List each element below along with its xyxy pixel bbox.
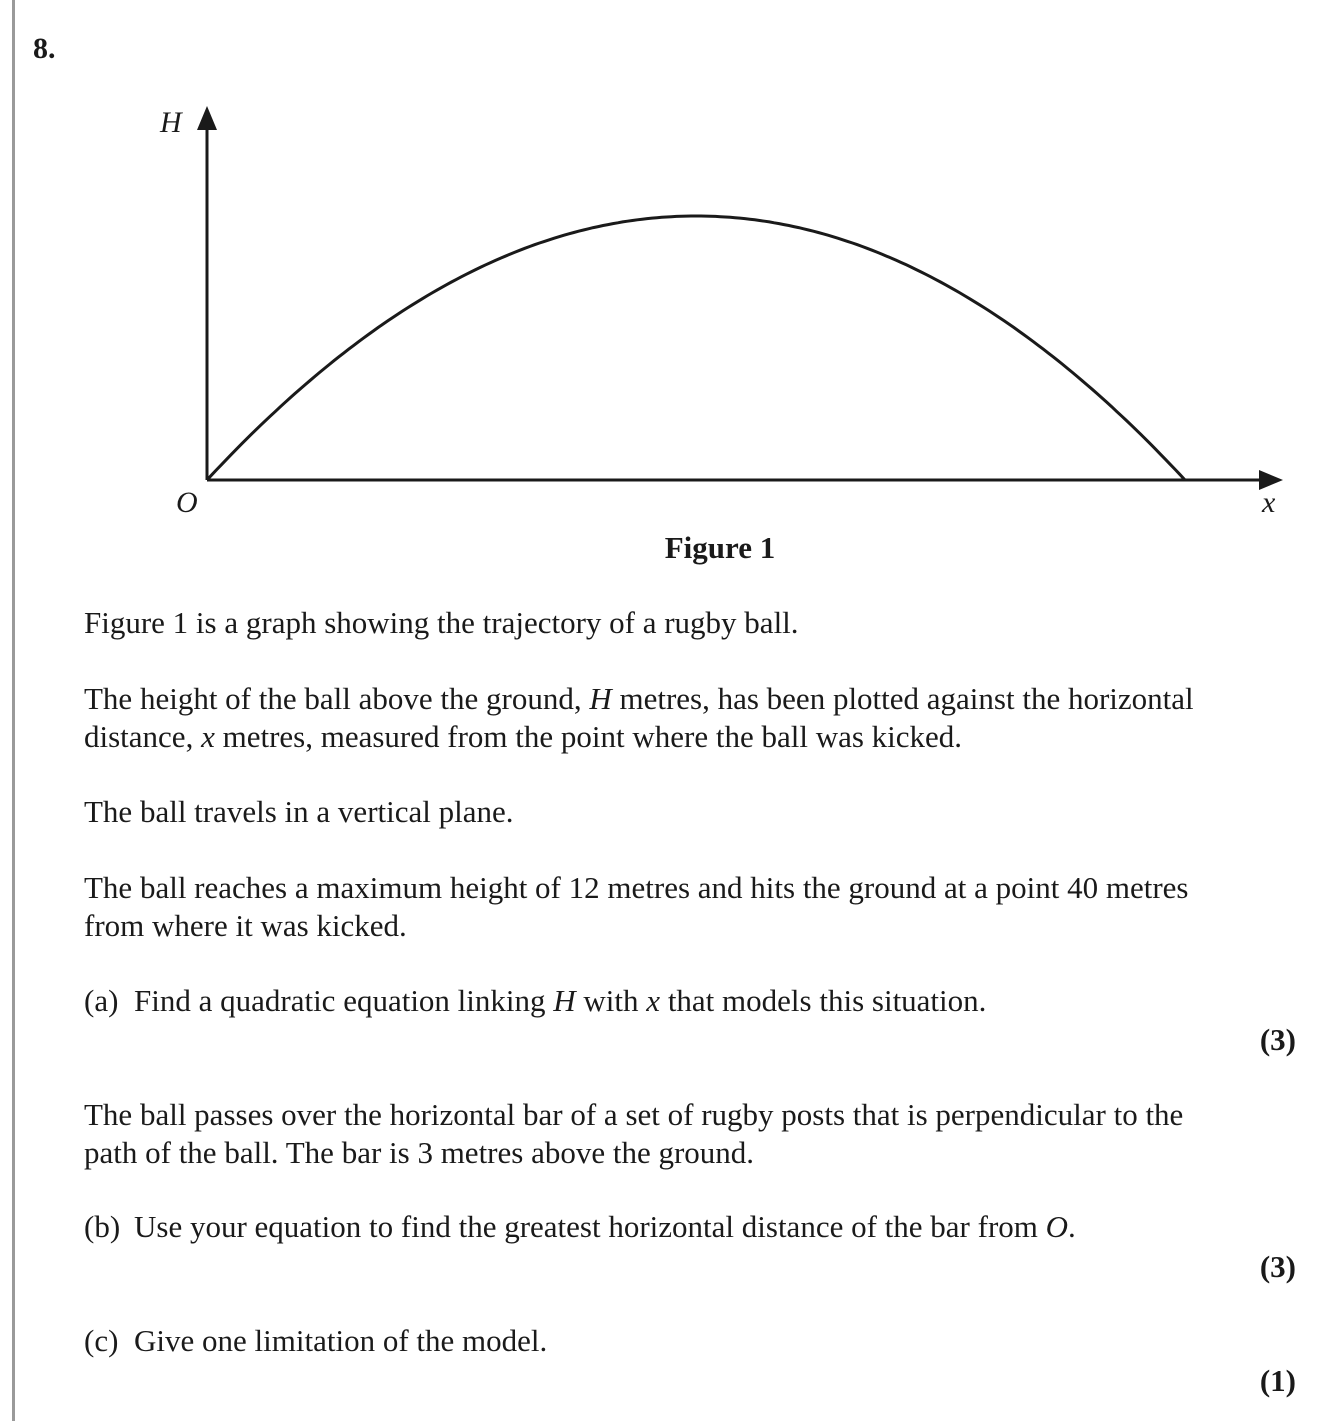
text: Find a quadratic equation linking <box>134 983 554 1018</box>
text: metres, measured from the point where the ball was kicked. <box>214 719 963 754</box>
text: metres, has been plotted against the horizontal <box>611 681 1194 716</box>
part-b <box>84 1208 1274 1246</box>
text: The ball passes over the horizontal bar of a set of rugby posts that is perpendicular to the <box>84 1097 1184 1132</box>
part-a-marks: (3) <box>1259 1022 1296 1057</box>
origin-label: O <box>176 486 198 519</box>
var-H: H <box>589 681 612 716</box>
part-b-marks: (3) <box>1259 1249 1296 1284</box>
figure-caption: Figure 1 <box>664 530 776 565</box>
max-height-paragraph <box>84 869 1274 945</box>
var-x: x <box>646 983 661 1018</box>
trajectory-graph <box>0 0 1334 580</box>
text: Give one limitation of the model. <box>134 1323 548 1358</box>
question-number: 8. <box>33 32 56 65</box>
intro-text: Figure 1 is a graph showing the trajectory of a rugby ball. <box>84 605 799 640</box>
var-x: x <box>201 719 215 754</box>
plane-text: The ball travels in a vertical plane. <box>84 794 514 829</box>
h-axis-label: H <box>160 106 182 139</box>
var-O: O <box>1045 1209 1069 1244</box>
text: with <box>575 983 647 1018</box>
part-c-label: (c) <box>84 1323 119 1358</box>
description-paragraph <box>84 680 1274 756</box>
text: The height of the ball above the ground, <box>84 681 590 716</box>
h-axis-arrowhead <box>197 106 217 130</box>
var-H: H <box>553 983 576 1018</box>
text: that models this situation. <box>660 983 987 1018</box>
x-axis-label: x <box>1262 486 1276 519</box>
part-a <box>84 982 1274 1020</box>
text: . <box>1068 1209 1076 1244</box>
text: path of the ball. The bar is 3 metres above the ground. <box>84 1135 755 1170</box>
part-c-marks: (1) <box>1259 1363 1296 1398</box>
part-a-label: (a) <box>84 983 119 1018</box>
text: from where it was kicked. <box>84 908 407 943</box>
text: distance, <box>84 719 202 754</box>
text: The ball reaches a maximum height of 12 metres and hits the ground at a point 40 metres <box>84 870 1189 905</box>
part-b-label: (b) <box>84 1209 121 1244</box>
part-c <box>84 1322 1274 1360</box>
text: Use your equation to find the greatest horizontal distance of the bar from <box>134 1209 1046 1244</box>
trajectory-curve <box>207 216 1185 480</box>
posts-paragraph <box>84 1096 1274 1172</box>
